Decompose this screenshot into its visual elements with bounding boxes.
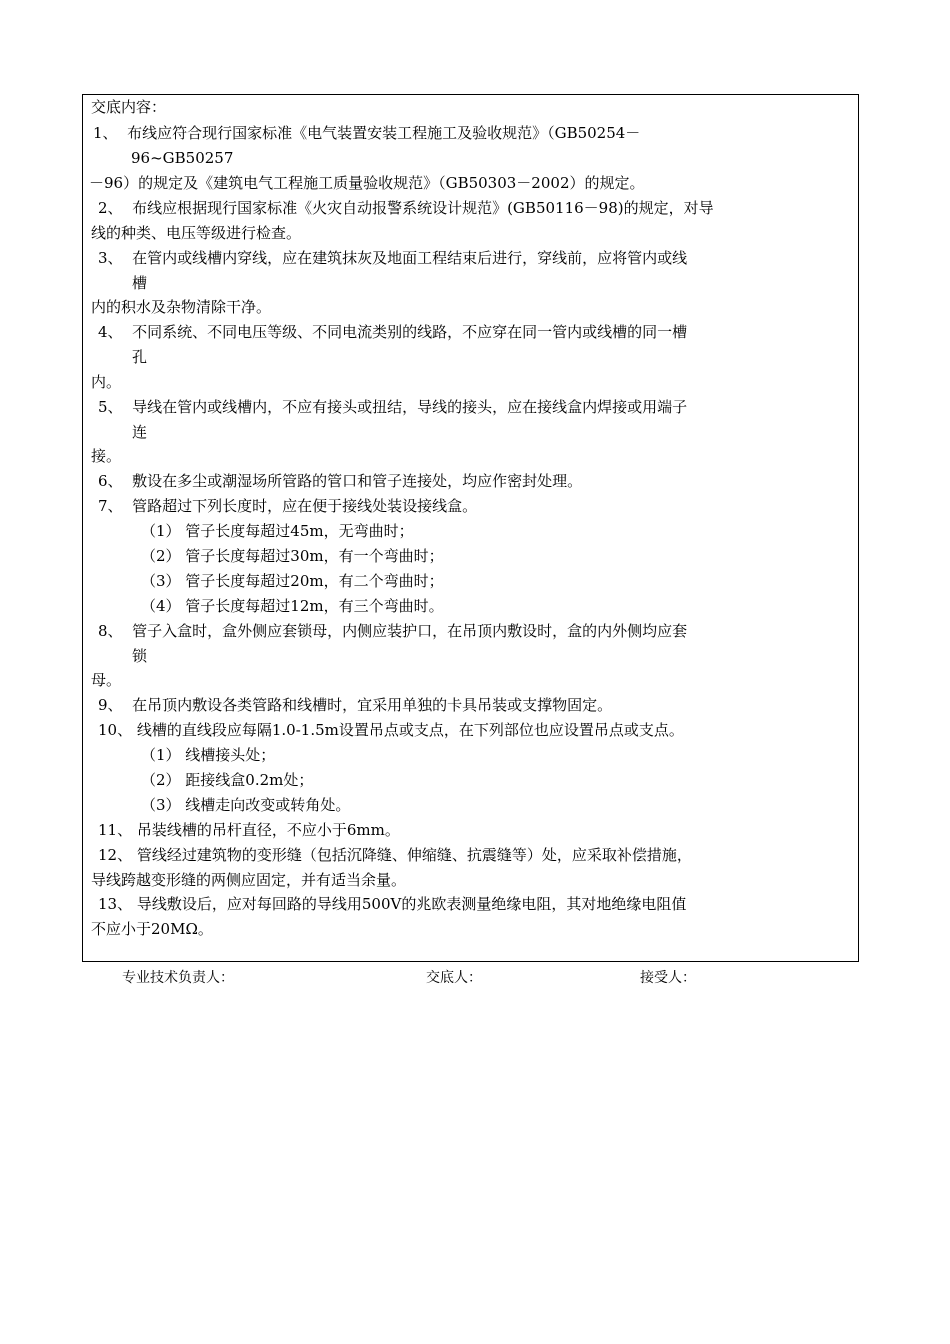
content-line: （3） 管子长度每超过20m，有二个弯曲时； <box>141 572 444 590</box>
content-line: 1、 布线应符合现行国家标准《电气装置安装工程施工及验收规范》（GB50254－ <box>93 124 641 142</box>
content-line: （2） 管子长度每超过30m，有一个弯曲时； <box>141 547 444 565</box>
content-line: 5、 导线在管内或线槽内，不应有接头或扭结，导线的接头，应在接线盒内焊接或用端子 <box>98 398 688 416</box>
receiver-signature-label: 接受人： <box>640 970 696 986</box>
content-line: 锁 <box>132 647 148 665</box>
content-line: 内的积水及杂物清除干净。 <box>91 298 272 316</box>
content-line: 96~GB50257 <box>131 149 234 167</box>
content-line: 11、 吊装线槽的吊杆直径，不应小于6mm。 <box>98 821 400 839</box>
content-line: 4、 不同系统、不同电压等级、不同电流类别的线路，不应穿在同一管内或线槽的同一槽 <box>98 323 688 341</box>
content-line: 导线跨越变形缝的两侧应固定，并有适当余量。 <box>91 871 407 889</box>
content-line: 3、 在管内或线槽内穿线，应在建筑抹灰及地面工程结束后进行，穿线前，应将管内或线 <box>98 249 688 267</box>
content-line: 2、 布线应根据现行国家标准《火灾自动报警系统设计规范》(GB50116－98)的规定，对导 <box>98 199 714 217</box>
content-line: 线的种类、电压等级进行检查。 <box>91 224 302 242</box>
content-line: 孔 <box>132 348 148 366</box>
content-line: （3） 线槽走向改变或转角处。 <box>141 796 351 814</box>
content-line: －96）的规定及《建筑电气工程施工质量验收规范》（GB50303－2002）的规定。 <box>89 174 645 192</box>
content-line: （1） 线槽接头处； <box>141 746 276 764</box>
content-line: 内。 <box>91 373 122 391</box>
content-line: 6、 敷设在多尘或潮湿场所管路的管口和管子连接处，均应作密封处理。 <box>98 472 583 490</box>
content-line: 13、 导线敷设后，应对每回路的导线用500V的兆欧表测量绝缘电阻，其对地绝缘电阻值 <box>98 895 687 913</box>
content-line: 7、 管路超过下列长度时，应在便于接线处装设接线盒。 <box>98 497 478 515</box>
content-heading: 交底内容： <box>91 98 167 116</box>
tech-lead-signature-label: 专业技术负责人： <box>122 970 234 986</box>
content-line: 12、 管线经过建筑物的变形缝（包括沉降缝、伸缩缝、抗震缝等）处，应采取补偿措施， <box>98 846 692 864</box>
content-line: （2） 距接线盒0.2m处； <box>141 771 314 789</box>
content-line: 9、 在吊顶内敷设各类管路和线槽时，宜采用单独的卡具吊装或支撑物固定。 <box>98 696 613 714</box>
discloser-signature-label: 交底人： <box>426 970 482 986</box>
content-line: 接。 <box>91 447 122 465</box>
content-line: （4） 管子长度每超过12m，有三个弯曲时。 <box>141 597 444 615</box>
content-line: 连 <box>132 423 148 441</box>
content-line: 8、 管子入盒时，盒外侧应套锁母，内侧应装护口，在吊顶内敷设时，盒的内外侧均应套 <box>98 622 688 640</box>
content-line: 槽 <box>132 274 148 292</box>
content-line: 不应小于20MΩ。 <box>91 920 213 938</box>
content-line: 母。 <box>91 671 122 689</box>
content-line: （1） 管子长度每超过45m，无弯曲时； <box>141 522 414 540</box>
content-line: 10、 线槽的直线段应每隔1.0-1.5m设置吊点或支点，在下列部位也应设置吊点或支点。 <box>98 721 684 739</box>
